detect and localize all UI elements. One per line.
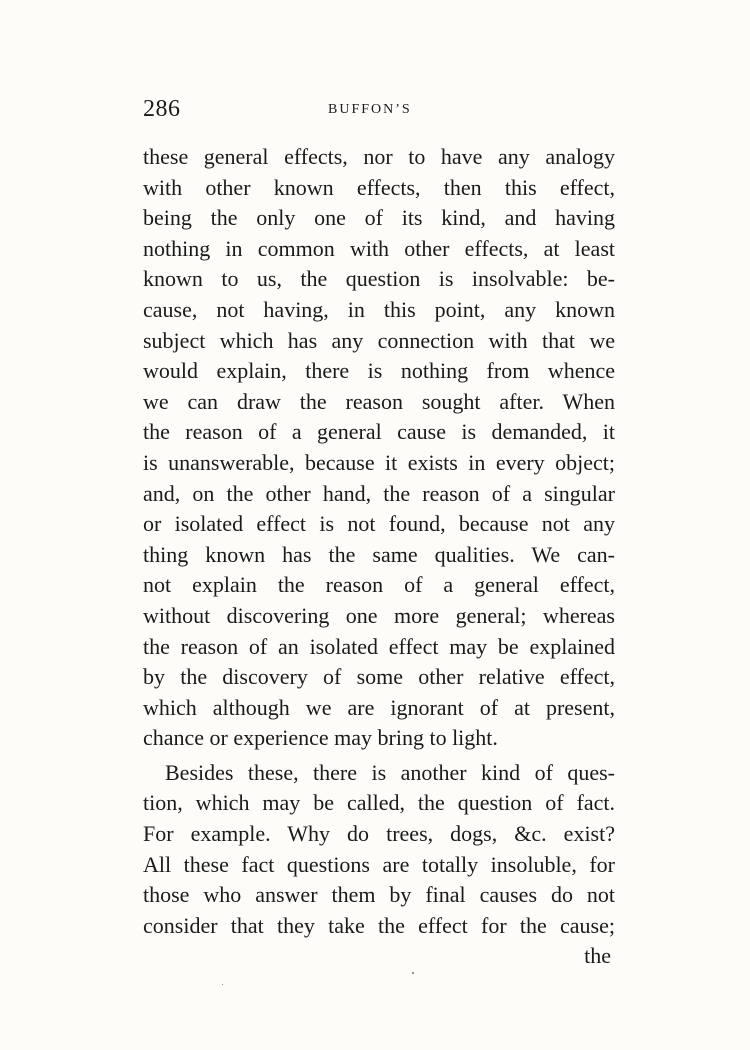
text-line: tion, which may be called, the question of fact.	[143, 790, 615, 816]
text-line: with other known effects, then this effect,	[143, 174, 615, 200]
text-line: which although we are ignorant of at present,	[143, 694, 615, 720]
running-title: BUFFON’S	[328, 102, 412, 117]
text-line: nothing in common with other effects, at least	[143, 235, 615, 261]
text-line: cause, not having, in this point, any known	[143, 296, 615, 322]
text-line: consider that they take the effect for the cause;	[143, 912, 615, 938]
text-line: For example. Why do trees, dogs, &c. exist?	[143, 821, 615, 847]
text-line: by the discovery of some other relative effect,	[143, 664, 615, 690]
text-line: subject which has any connection with that we	[143, 327, 615, 353]
text-line: these general effects, nor to have any analogy	[143, 144, 615, 169]
text-line: Besides these, there is another kind of ques-	[165, 759, 615, 785]
page-number: 286	[143, 96, 181, 122]
paper-speck	[412, 972, 414, 974]
text-line: and, on the other hand, the reason of a singular	[143, 480, 615, 506]
paragraph-2	[143, 758, 615, 942]
text-line: All these fact questions are totally insoluble, for	[143, 851, 615, 877]
text-line: being the only one of its kind, and having	[143, 205, 615, 231]
text-line: without discovering one more general; whereas	[143, 602, 615, 628]
text-line: the reason of an isolated effect may be explained	[143, 633, 615, 659]
paragraph-1	[143, 142, 615, 754]
text-line: thing known has the same qualities. We can-	[143, 541, 615, 567]
text-line: the reason of a general cause is demanded, it	[143, 419, 615, 445]
text-line: not explain the reason of a general effect,	[143, 572, 615, 598]
text-line: or isolated effect is not found, because not any	[143, 511, 615, 537]
running-head	[143, 96, 613, 126]
text-line: would explain, there is nothing from whence	[143, 358, 615, 384]
text-line: those who answer them by final causes do not	[143, 882, 615, 908]
text-line: chance or experience may bring to light.	[143, 725, 498, 751]
text-line: known to us, the question is insolvable: be-	[143, 266, 615, 292]
text-block	[143, 142, 615, 972]
text-line: we can draw the reason sought after. When	[143, 388, 615, 414]
catchword: the	[584, 943, 611, 969]
text-line: is unanswerable, because it exists in every object;	[143, 449, 615, 475]
paper-speck	[222, 984, 223, 985]
